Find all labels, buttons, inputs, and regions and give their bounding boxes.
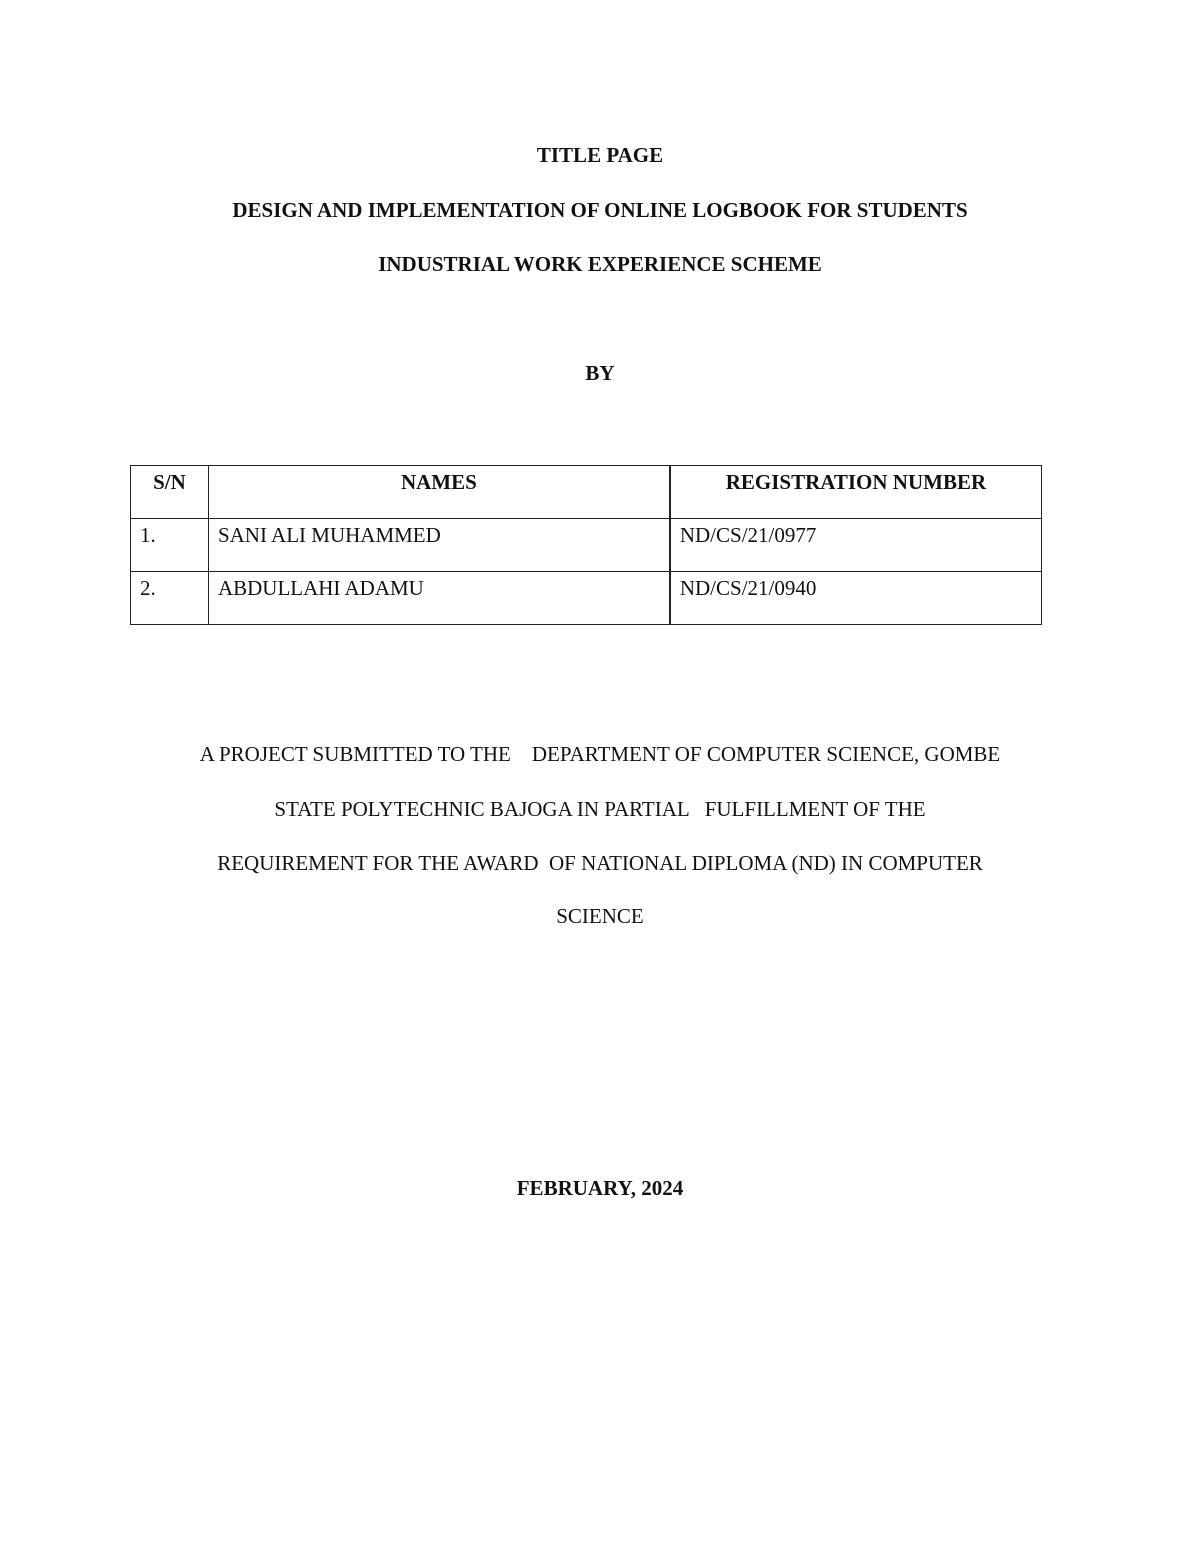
project-title-line-2: INDUSTRIAL WORK EXPERIENCE SCHEME xyxy=(378,252,822,276)
table-row xyxy=(131,519,1042,572)
cell-name: SANI ALI MUHAMMED xyxy=(208,519,669,572)
description-line-2: STATE POLYTECHNIC BAJOGA IN PARTIAL FULFILLMENT OF THE xyxy=(274,797,926,821)
by-label: BY xyxy=(585,361,615,385)
description-line-4: SCIENCE xyxy=(556,904,644,928)
header-registration-number: REGISTRATION NUMBER xyxy=(670,466,1042,519)
cell-sn: 1. xyxy=(131,519,209,572)
cell-name: ABDULLAHI ADAMU xyxy=(208,572,669,625)
title-page-label: TITLE PAGE xyxy=(536,143,664,167)
cell-registration-number: ND/CS/21/0977 xyxy=(670,519,1042,572)
header-sn: S/N xyxy=(131,466,209,519)
students-table xyxy=(130,465,1042,625)
cell-registration-number: ND/CS/21/0940 xyxy=(670,572,1042,625)
cell-sn: 2. xyxy=(131,572,209,625)
project-title-line-1: DESIGN AND IMPLEMENTATION OF ONLINE LOGBOOK FOR STUDENTS xyxy=(232,198,968,222)
description-line-3: REQUIREMENT FOR THE AWARD OF NATIONAL DIPLOMA (ND) IN COMPUTER xyxy=(217,851,983,875)
submission-date: FEBRUARY, 2024 xyxy=(516,1176,684,1200)
description-line-1: A PROJECT SUBMITTED TO THE DEPARTMENT OF COMPUTER SCIENCE, GOMBE xyxy=(199,742,1001,766)
header-names: NAMES xyxy=(208,466,669,519)
table-row xyxy=(131,572,1042,625)
table-header-row xyxy=(131,466,1042,519)
